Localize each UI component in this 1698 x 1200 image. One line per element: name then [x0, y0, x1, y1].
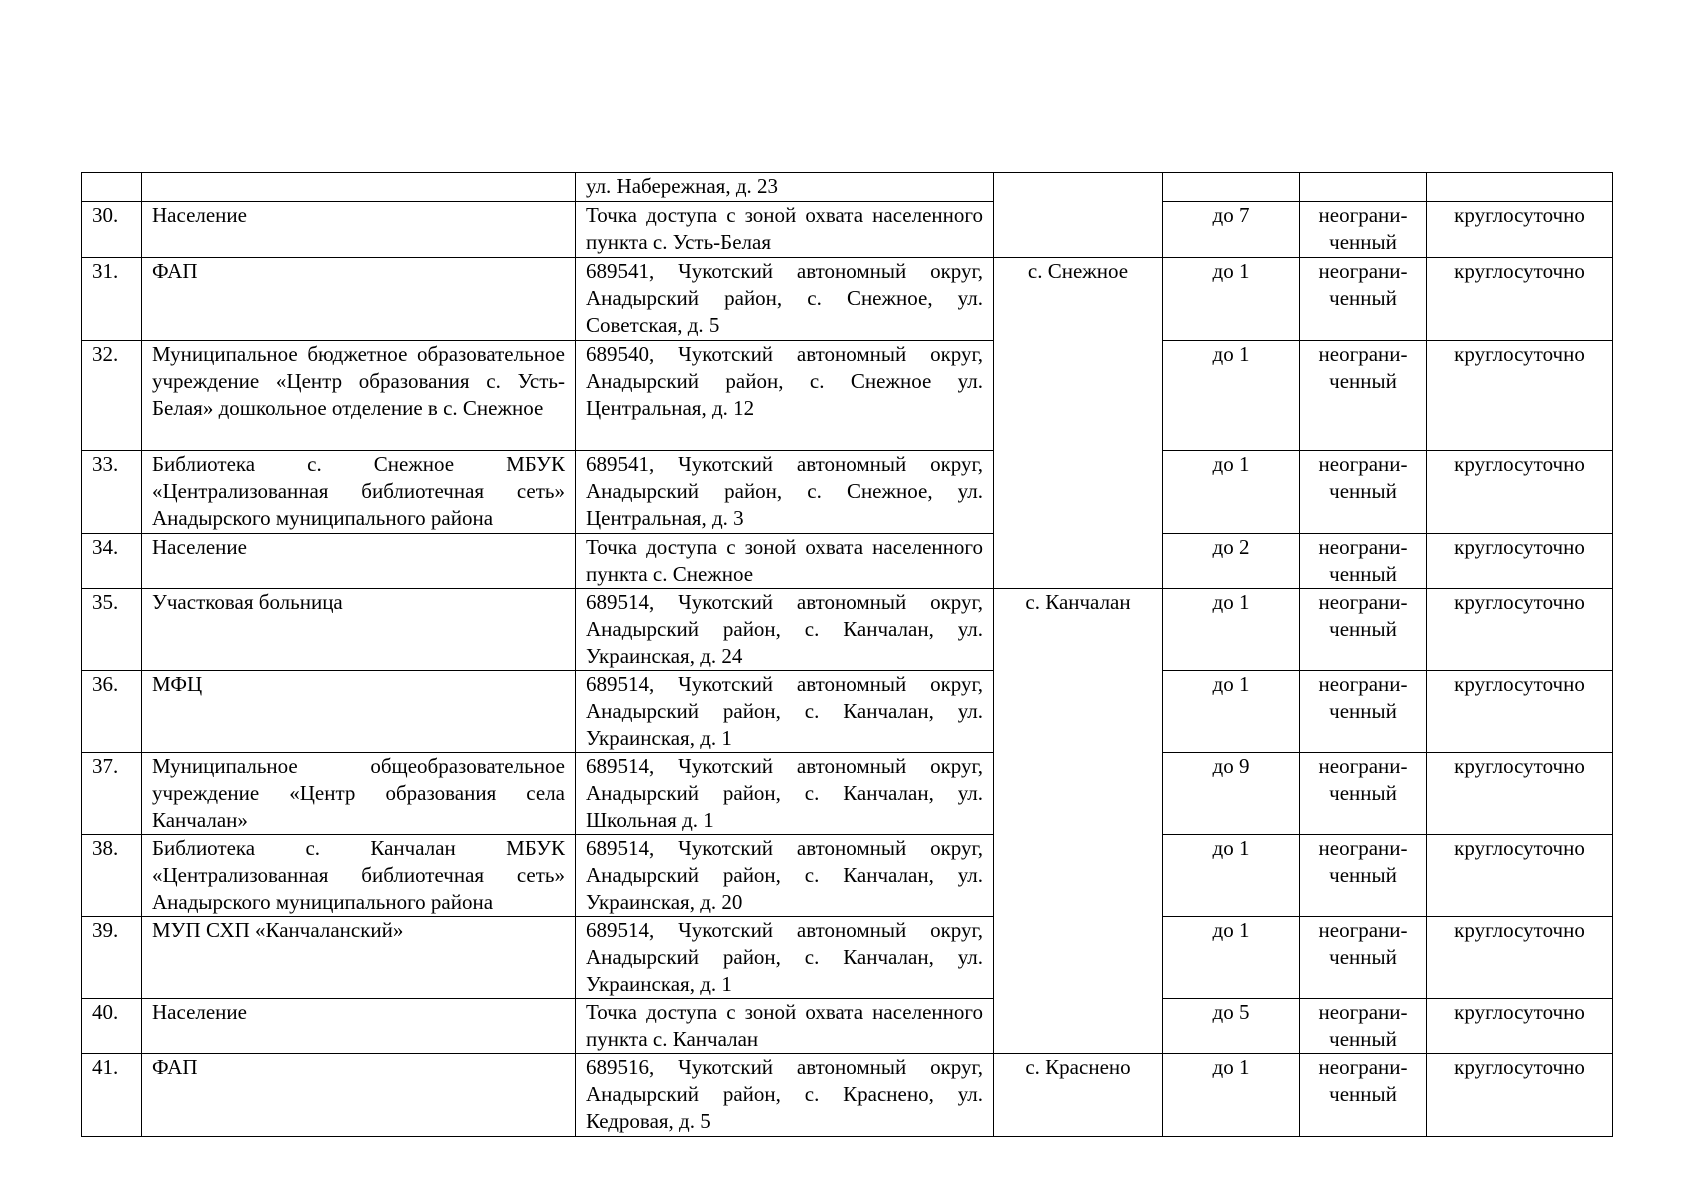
- speed: до 1: [1163, 671, 1300, 753]
- locality: [994, 173, 1163, 258]
- speed: до 1: [1163, 341, 1300, 451]
- traffic: неограни- ченный: [1300, 202, 1427, 258]
- traffic: неограни- ченный: [1300, 258, 1427, 341]
- address: 689540, Чукотский автономный округ, Анадырский район, с. Снежное ул. Центральная, д. 12: [576, 341, 994, 451]
- institution-name: Библиотека с. Снежное МБУК «Централизованная библиотечная сеть» Анадырского муниципального района: [142, 451, 576, 534]
- address: Точка доступа с зоной охвата населенного пункта с. Канчалан: [576, 999, 994, 1054]
- document-table: [81, 172, 1613, 1137]
- work-mode: круглосуточно: [1427, 341, 1613, 451]
- table-row: [82, 173, 1613, 202]
- row-number: 33.: [82, 451, 142, 534]
- row-number: 31.: [82, 258, 142, 341]
- traffic: неограни- ченный: [1300, 589, 1427, 671]
- row-number: 37.: [82, 753, 142, 835]
- institution-name: Библиотека с. Канчалан МБУК «Централизованная библиотечная сеть» Анадырского муниципального района: [142, 835, 576, 917]
- speed: до 1: [1163, 1054, 1300, 1137]
- work-mode: круглосуточно: [1427, 258, 1613, 341]
- work-mode: [1427, 173, 1613, 202]
- address: 689516, Чукотский автономный округ, Анадырский район, с. Краснено, ул. Кедровая, д. 5: [576, 1054, 994, 1137]
- speed: до 1: [1163, 258, 1300, 341]
- work-mode: круглосуточно: [1427, 202, 1613, 258]
- institution-name: Муниципальное общеобразовательное учреждение «Центр образования села Канчалан»: [142, 753, 576, 835]
- address: Точка доступа с зоной охвата населенного пункта с. Усть-Белая: [576, 202, 994, 258]
- address: ул. Набережная, д. 23: [576, 173, 994, 202]
- table-row: [82, 258, 1613, 341]
- table-row: [82, 451, 1613, 534]
- address: 689514, Чукотский автономный округ, Анадырский район, с. Канчалан, ул. Школьная д. 1: [576, 753, 994, 835]
- speed: до 1: [1163, 917, 1300, 999]
- speed: до 1: [1163, 451, 1300, 534]
- work-mode: круглосуточно: [1427, 835, 1613, 917]
- row-number: 36.: [82, 671, 142, 753]
- institution-name: Участковая больница: [142, 589, 576, 671]
- row-number: [82, 173, 142, 202]
- institution-name: ФАП: [142, 1054, 576, 1137]
- traffic: неограни- ченный: [1300, 534, 1427, 589]
- speed: до 5: [1163, 999, 1300, 1054]
- institution-name: Население: [142, 202, 576, 258]
- address: 689541, Чукотский автономный округ, Анадырский район, с. Снежное, ул. Центральная, д. 3: [576, 451, 994, 534]
- speed: до 7: [1163, 202, 1300, 258]
- table-row: [82, 1054, 1613, 1137]
- work-mode: круглосуточно: [1427, 671, 1613, 753]
- table-row: [82, 202, 1613, 258]
- traffic: неограни- ченный: [1300, 451, 1427, 534]
- table-row: [82, 917, 1613, 999]
- locality: с. Канчалан: [994, 589, 1163, 1054]
- institution-name: Население: [142, 534, 576, 589]
- row-number: 30.: [82, 202, 142, 258]
- table-row: [82, 589, 1613, 671]
- table-row: [82, 999, 1613, 1054]
- work-mode: круглосуточно: [1427, 917, 1613, 999]
- work-mode: круглосуточно: [1427, 753, 1613, 835]
- work-mode: круглосуточно: [1427, 534, 1613, 589]
- speed: [1163, 173, 1300, 202]
- traffic: неограни- ченный: [1300, 999, 1427, 1054]
- row-number: 35.: [82, 589, 142, 671]
- address: 689514, Чукотский автономный округ, Анадырский район, с. Канчалан, ул. Украинская, д. 1: [576, 671, 994, 753]
- row-number: 32.: [82, 341, 142, 451]
- institution-name: Население: [142, 999, 576, 1054]
- address: 689541, Чукотский автономный округ, Анадырский район, с. Снежное, ул. Советская, д. 5: [576, 258, 994, 341]
- table-row: [82, 753, 1613, 835]
- table-row: [82, 671, 1613, 753]
- address: 689514, Чукотский автономный округ, Анадырский район, с. Канчалан, ул. Украинская, д. 20: [576, 835, 994, 917]
- row-number: 41.: [82, 1054, 142, 1137]
- row-number: 34.: [82, 534, 142, 589]
- institution-name: МУП СХП «Канчаланский»: [142, 917, 576, 999]
- work-mode: круглосуточно: [1427, 589, 1613, 671]
- speed: до 2: [1163, 534, 1300, 589]
- traffic: неограни- ченный: [1300, 1054, 1427, 1137]
- traffic: неограни- ченный: [1300, 917, 1427, 999]
- locality: с. Краснено: [994, 1054, 1163, 1137]
- row-number: 40.: [82, 999, 142, 1054]
- traffic: неограни- ченный: [1300, 835, 1427, 917]
- traffic: [1300, 173, 1427, 202]
- speed: до 1: [1163, 589, 1300, 671]
- traffic: неограни- ченный: [1300, 753, 1427, 835]
- work-mode: круглосуточно: [1427, 999, 1613, 1054]
- traffic: неограни- ченный: [1300, 341, 1427, 451]
- work-mode: круглосуточно: [1427, 451, 1613, 534]
- locality: с. Снежное: [994, 258, 1163, 589]
- row-number: 39.: [82, 917, 142, 999]
- institution-name: [142, 173, 576, 202]
- institution-name: ФАП: [142, 258, 576, 341]
- traffic: неограни- ченный: [1300, 671, 1427, 753]
- address: Точка доступа с зоной охвата населенного пункта с. Снежное: [576, 534, 994, 589]
- work-mode: круглосуточно: [1427, 1054, 1613, 1137]
- institution-name: МФЦ: [142, 671, 576, 753]
- table-row: [82, 835, 1613, 917]
- table-row: [82, 341, 1613, 451]
- institution-name: Муниципальное бюджетное образовательное учреждение «Центр образования с. Усть-Белая» дошкольное отделение в с. Снежное: [142, 341, 576, 451]
- address: 689514, Чукотский автономный округ, Анадырский район, с. Канчалан, ул. Украинская, д. 1: [576, 917, 994, 999]
- row-number: 38.: [82, 835, 142, 917]
- speed: до 1: [1163, 835, 1300, 917]
- address: 689514, Чукотский автономный округ, Анадырский район, с. Канчалан, ул. Украинская, д. 24: [576, 589, 994, 671]
- table-row: [82, 534, 1613, 589]
- speed: до 9: [1163, 753, 1300, 835]
